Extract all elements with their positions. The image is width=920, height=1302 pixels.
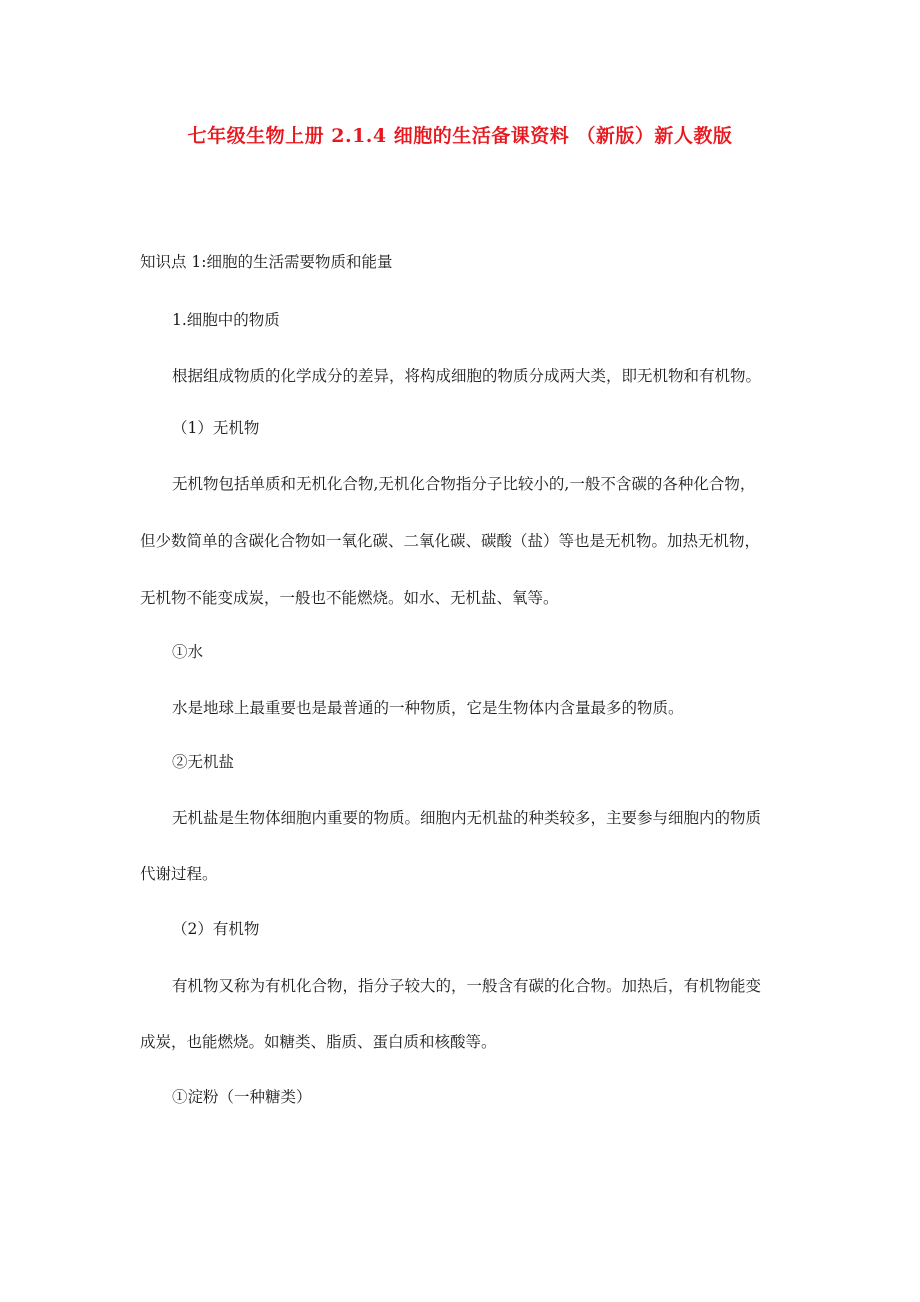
inorganic-heading: （1）无机物 [172, 419, 260, 437]
intro-paragraph: 根据组成物质的化学成分的差异，将构成细胞的物质分成两大类，即无机物和有机物。 [172, 367, 762, 385]
salt-paragraph-line: 无机盐是生物体细胞内重要的物质。细胞内无机盐的种类较多，主要参与细胞内的物质 [172, 809, 762, 827]
salt-heading: ②无机盐 [172, 753, 235, 771]
inorganic-paragraph-line: 但少数简单的含碳化合物如一氧化碳、二氧化碳、碳酸（盐）等也是无机物。加热无机物， [140, 532, 761, 550]
document-title: 七年级生物上册 2.1.4 细胞的生活备课资料 （新版）新人教版 [187, 125, 733, 147]
inorganic-paragraph-line: 无机物包括单质和无机化合物,无机化合物指分子比较小的,一般不含碳的各种化合物， [172, 475, 756, 493]
salt-paragraph-line: 代谢过程。 [140, 865, 218, 883]
organic-paragraph-line: 有机物又称为有机化合物，指分子较大的，一般含有碳的化合物。加热后，有机物能变 [172, 977, 762, 995]
starch-heading: ①淀粉（一种糖类） [172, 1088, 312, 1106]
water-heading: ①水 [172, 643, 204, 661]
organic-heading: （2）有机物 [172, 920, 260, 938]
section-heading: 1.细胞中的物质 [172, 311, 280, 329]
water-paragraph: 水是地球上最重要也是最普通的一种物质，它是生物体内含量最多的物质。 [172, 699, 684, 717]
knowledge-point-heading: 知识点 1:细胞的生活需要物质和能量 [140, 253, 393, 271]
organic-paragraph-line: 成炭，也能燃烧。如糖类、脂质、蛋白质和核酸等。 [140, 1033, 497, 1051]
inorganic-paragraph-line: 无机物不能变成炭，一般也不能燃烧。如水、无机盐、氧等。 [140, 589, 559, 607]
